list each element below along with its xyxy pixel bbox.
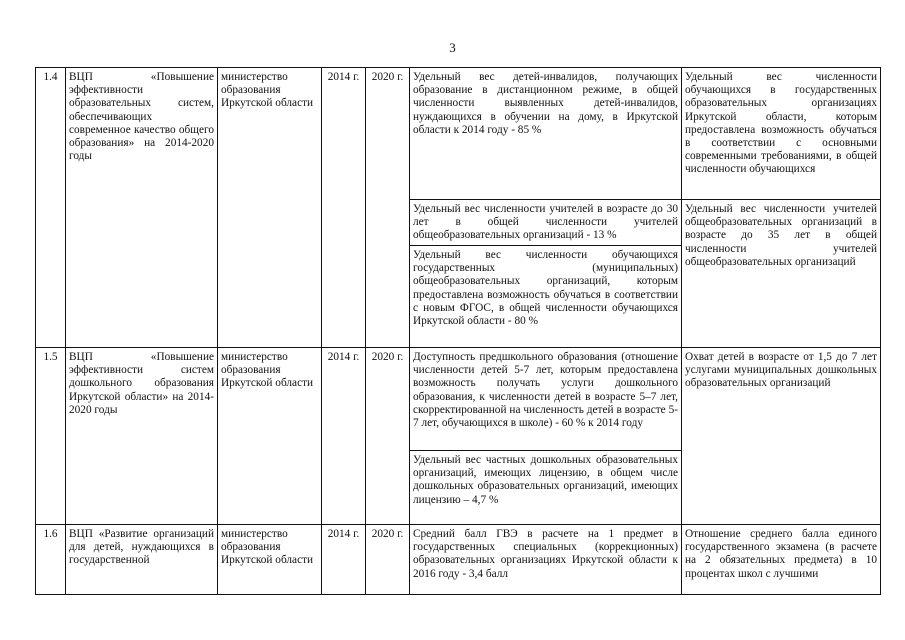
start-year: 2014 г.	[322, 348, 366, 525]
result-cell: Доступность предшкольного образования (отношение численности детей 5-7 лет, которым предоставлена возможность получать услуги дошкольного образования, к численности детей в возрасте 5–7 лет, скорректированной на численность детей в возрасте 5-7 лет, обучающихся в школе) - 60 % к 2014 году	[410, 348, 682, 451]
start-year: 2014 г.	[322, 525, 366, 595]
indicator-cell: Охват детей в возрасте от 1,5 до 7 лет услугами муниципальных дошкольных образовательных организаций	[682, 348, 881, 525]
row-number: 1.5	[36, 348, 66, 525]
indicator-cell: Удельный вес численности учителей общеобразовательных организаций в возрасте до 35 лет в общей численности учителей общеобразовательных организаций	[682, 200, 881, 348]
indicator-cell: Отношение среднего балла единого государственного экзамена (в расчете на 2 обязательных предмета) в 10 процентах школ с лучшими	[682, 525, 881, 595]
result-cell: Средний балл ГВЭ в расчете на 1 предмет в государственных специальных (коррекционных) образовательных организациях Иркутской области к 2016 году - 3,4 балл	[410, 525, 682, 595]
executor: министерство образования Иркутской области	[218, 68, 322, 348]
executor: министерство образования Иркутской области	[218, 348, 322, 525]
table-row	[36, 525, 881, 595]
executor: министерство образования Иркутской области	[218, 525, 322, 595]
program-table	[35, 67, 881, 595]
table-row	[36, 68, 881, 200]
program-name: ВЦП «Повышение эффективности образовательных систем, обеспечивающих современное качество общего образования» на 2014-2020 годы	[66, 68, 218, 348]
result-cell: Удельный вес частных дошкольных образовательных организаций, имеющих лицензию, в общем числе дошкольных образовательных организаций, имеющих лицензию – 4,7 %	[410, 451, 682, 525]
program-name: ВЦП «Повышение эффективности систем дошкольного образования Иркутской области» на 2014-2020 годы	[66, 348, 218, 525]
row-number: 1.4	[36, 68, 66, 348]
row-number: 1.6	[36, 525, 66, 595]
program-name: ВЦП «Развитие организаций для детей, нуждающихся в государственной	[66, 525, 218, 595]
end-year: 2020 г.	[366, 68, 410, 348]
result-cell: Удельный вес детей-инвалидов, получающих образование в дистанционном режиме, в общей численности выявленных детей-инвалидов, нуждающихся в обучении на дому, в Иркутской области к 2014 году - 85 %	[410, 68, 682, 200]
page-number: 3	[449, 40, 456, 55]
indicator-cell: Удельный вес численности обучающихся в государственных образовательных организациях Иркутской области, которым предоставлена возможность обучаться в соответствии с основными современными требованиями, в общей численности обучающихся	[682, 68, 881, 200]
table-row	[36, 348, 881, 451]
result-cell: Удельный вес численности обучающихся государственных (муниципальных) общеобразовательных организаций, которым предоставлена возможность обучаться в соответствии с новым ФГОС, в общей численности обучающихся Иркутской области - 80 %	[410, 246, 682, 348]
end-year: 2020 г.	[366, 348, 410, 525]
end-year: 2020 г.	[366, 525, 410, 595]
result-cell: Удельный вес численности учителей в возрасте до 30 лет в общей численности учителей общеобразовательных организаций - 13 %	[410, 200, 682, 246]
start-year: 2014 г.	[322, 68, 366, 348]
